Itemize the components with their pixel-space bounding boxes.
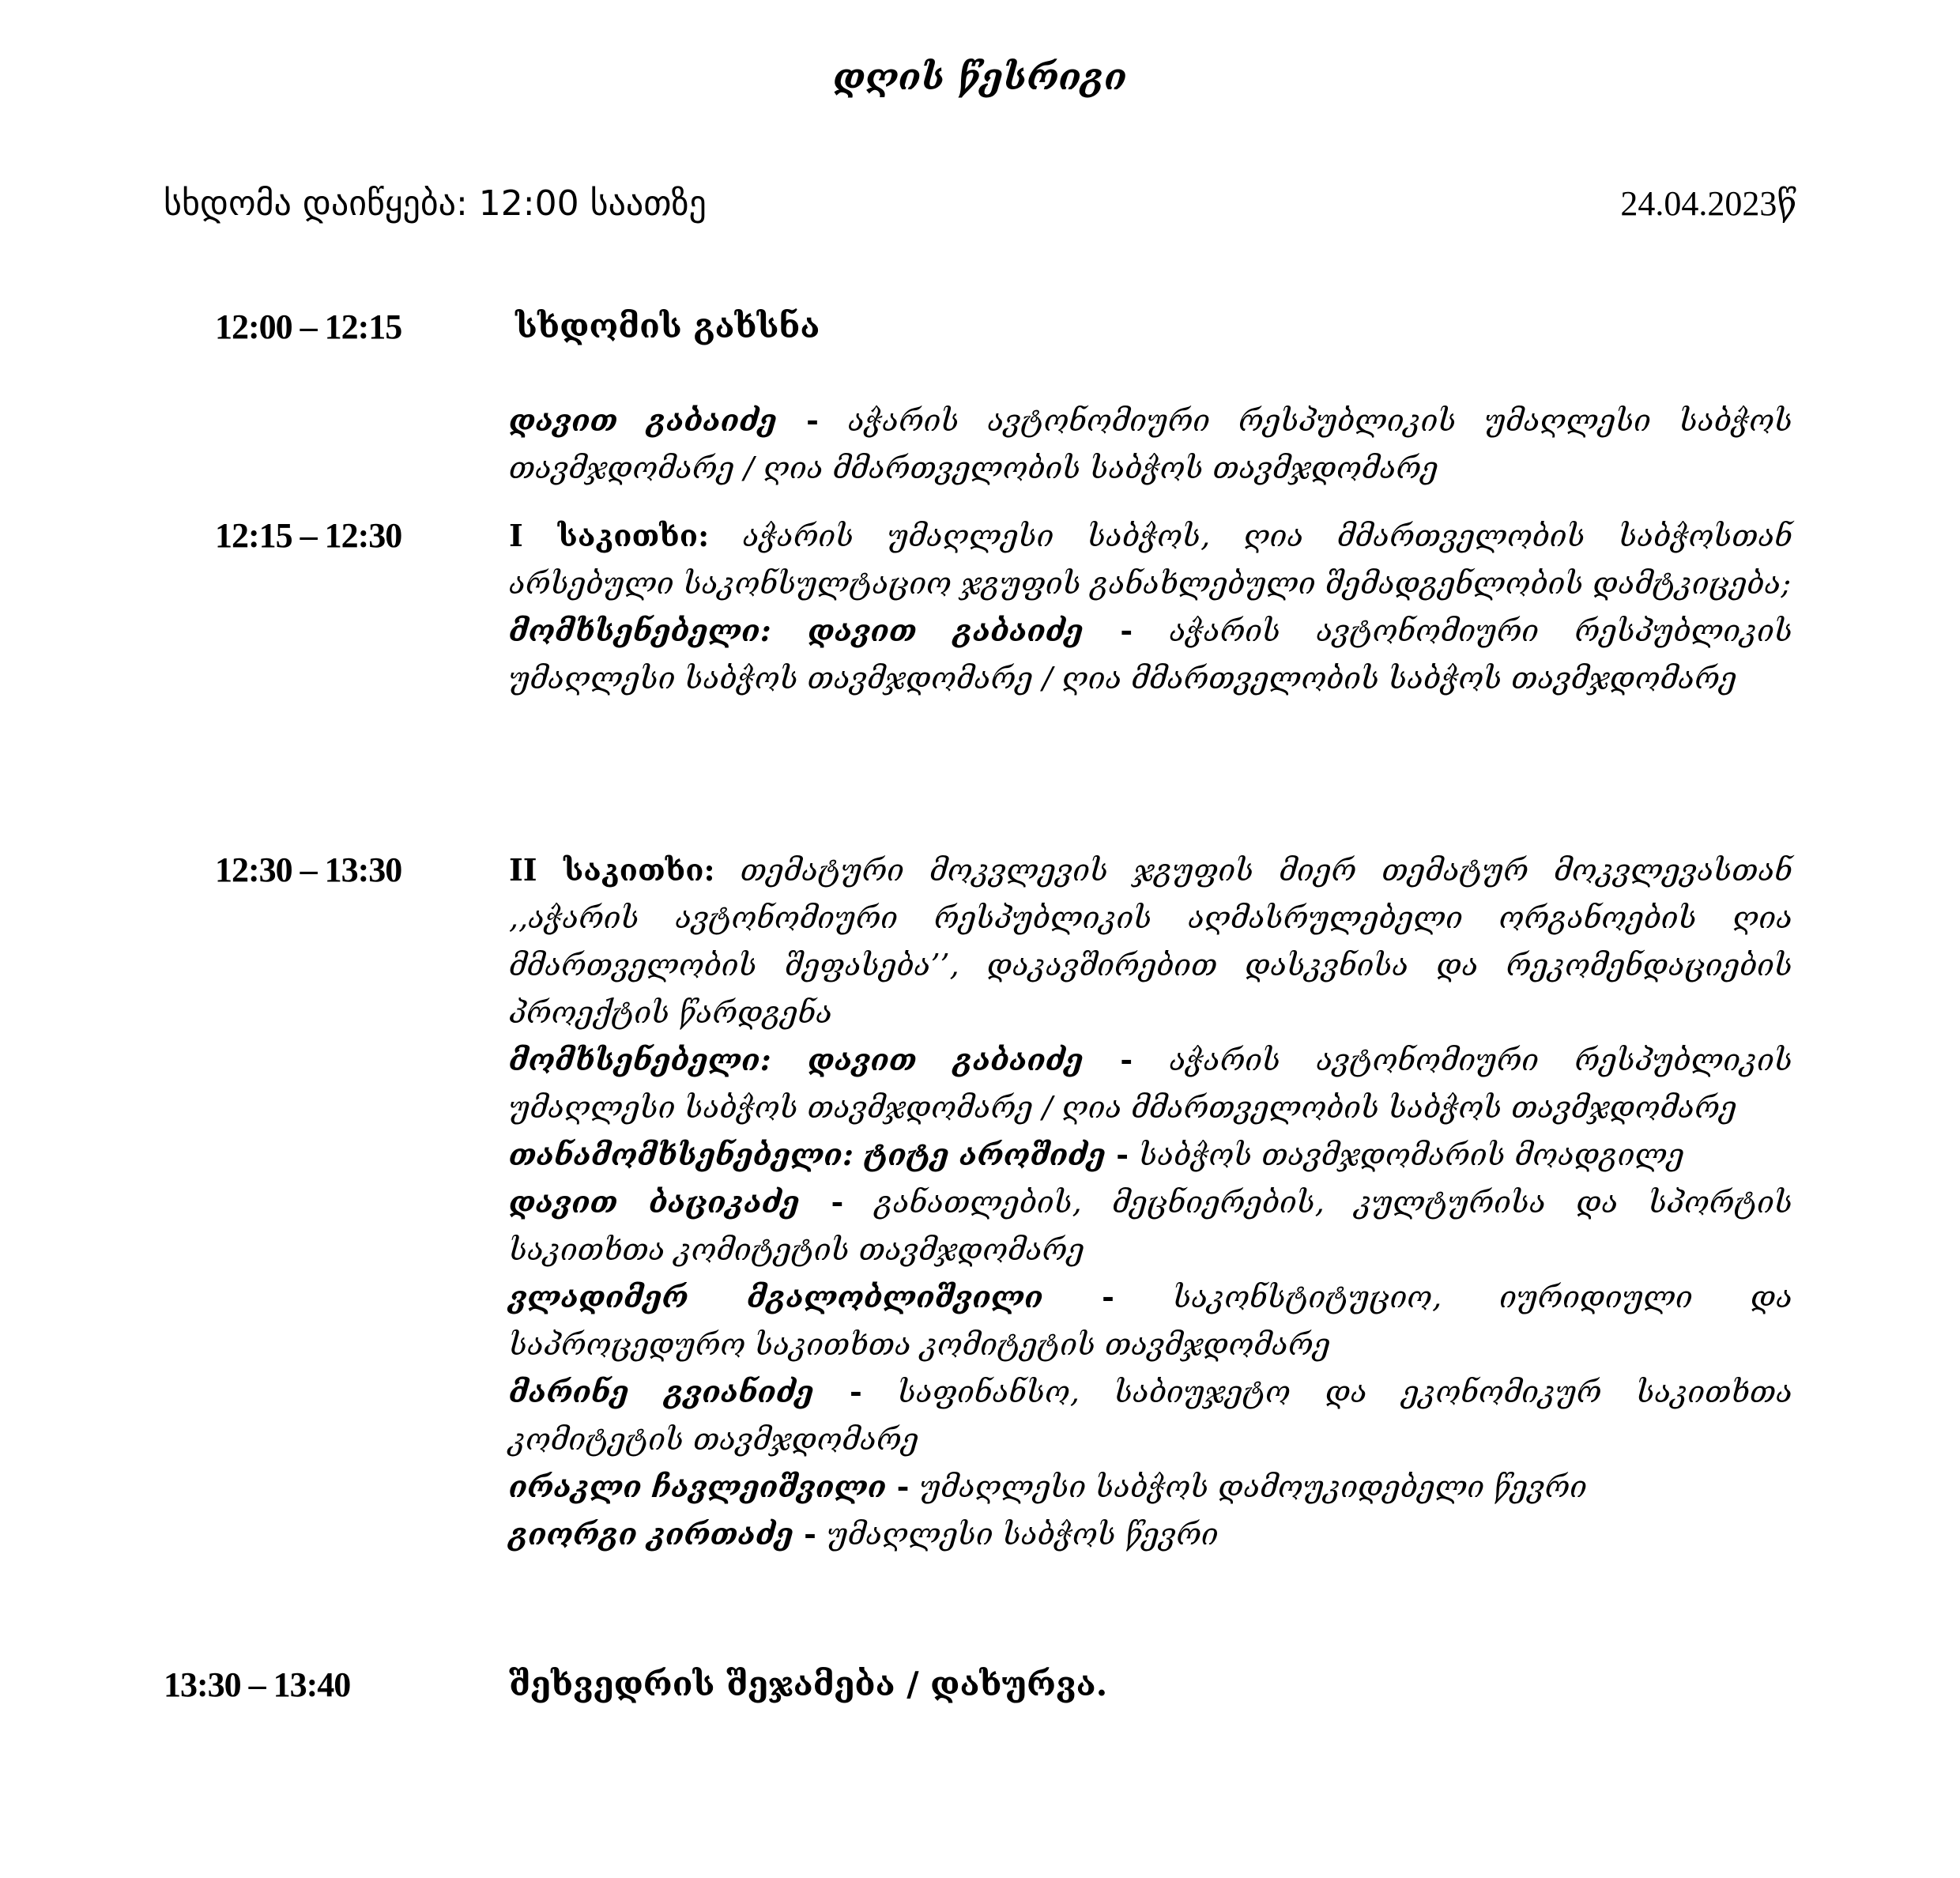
separator: - — [1042, 1279, 1174, 1314]
item-text: აჭარის უმაღლესი საბჭოს, ღია მმართველობის საბჭოსთან არსებული საკონსულტაციო ჯგუფის განახლებული შემადგენლობის დამტკიცება; — [509, 519, 1793, 601]
separator: - — [1106, 1137, 1140, 1172]
item-text: თემატური მოკვლევის ჯგუფის მიერ თემატურ მოკვლევასთან ,,აჭარის ავტონომიური რესპუბლიკის აღმასრულებელი ორგანოების ღია მმართველობის შეფასება’’, დაკავშირებით დასკვნისა და რეკომენდაციების პროექტის წარდგენა — [509, 853, 1792, 1030]
separator: - — [1083, 613, 1170, 648]
participant-role: უმაღლესი საბჭოს წევრი — [827, 1517, 1219, 1552]
participant-name: ირაკლი ჩავლეიშვილი — [509, 1469, 887, 1504]
speaker-label: მომხსენებელი: დავით გაბაიძე — [509, 613, 1084, 648]
participant-name: გიორგი კირთაძე — [509, 1516, 793, 1552]
separator: - — [799, 1184, 875, 1220]
participant-role: განათლების, მეცნიერების, კულტურისა და სპორტის საკითხთა კომიტეტის თავმჯდომარე — [509, 1185, 1792, 1267]
speaker-role: აჭარის ავტონომიური რესპუბლიკის უმაღლესი საბჭოს თავმჯდომარე / ღია მმართველობის საბჭოს თავმჯდომარე — [509, 403, 1793, 485]
agenda-heading-opening: სხდომის გახსნა — [515, 307, 820, 345]
page-title: დღის წესრიგი — [833, 55, 1127, 98]
speaker-role: აჭარის ავტონომიური რესპუბლიკის უმაღლესი საბჭოს თავმჯდომარე / ღია მმართველობის საბჭოს თავმჯდომარე — [509, 613, 1792, 696]
meeting-date: 24.04.2023წ — [1620, 184, 1797, 223]
participant-name: მარინე გვიანიძე — [509, 1374, 814, 1409]
separator: - — [793, 1516, 827, 1552]
agenda-item1 — [509, 512, 1792, 702]
agenda-item2 — [509, 847, 1792, 1558]
participant-name: ვლადიმერ მგალობლიშვილი — [509, 1279, 1043, 1314]
meeting-start-label: სხდომა დაიწყება: 12:00 საათზე — [164, 183, 707, 224]
agenda-heading-closing: შეხვედრის შეჯამება / დახურვა. — [509, 1665, 1108, 1703]
co-speaker-label: თანამომხსენებელი: ტიტე აროშიძე — [509, 1137, 1106, 1172]
agenda-opening-speaker — [509, 397, 1792, 492]
co-speaker-role: საბჭოს თავმჯდომარის მოადგილე — [1139, 1137, 1685, 1172]
participant-role: უმაღლესი საბჭოს დამოუკიდებელი წევრი — [919, 1469, 1587, 1504]
separator: - — [886, 1469, 920, 1504]
separator: - — [1083, 1042, 1170, 1077]
item-label: I საკითხი: — [509, 518, 710, 553]
participant-role: საფინანსო, საბიუჯეტო და ეკონომიკურ საკითხთა კომიტეტის თავმჯდომარე — [509, 1375, 1793, 1457]
separator: - — [813, 1374, 898, 1409]
agenda-time-item2: 12:30 – 13:30 — [215, 850, 402, 889]
agenda-time-opening: 12:00 – 12:15 — [215, 307, 402, 346]
speaker-label: მომხსენებელი: დავით გაბაიძე — [509, 1042, 1084, 1077]
separator: - — [777, 402, 849, 438]
participant-role: საკონსტიტუციო, იურიდიული და საპროცედურო საკითხთა კომიტეტის თავმჯდომარე — [509, 1280, 1792, 1362]
agenda-time-closing: 13:30 – 13:40 — [164, 1665, 351, 1704]
participant-name: დავით ბაციკაძე — [509, 1184, 800, 1220]
item-label: II საკითხი: — [509, 852, 715, 888]
agenda-time-item1: 12:15 – 12:30 — [215, 516, 402, 555]
speaker-role: აჭარის ავტონომიური რესპუბლიკის უმაღლესი საბჭოს თავმჯდომარე / ღია მმართველობის საბჭოს თავმჯდომარე — [509, 1043, 1792, 1125]
speaker-name: დავით გაბაიძე — [509, 402, 778, 438]
